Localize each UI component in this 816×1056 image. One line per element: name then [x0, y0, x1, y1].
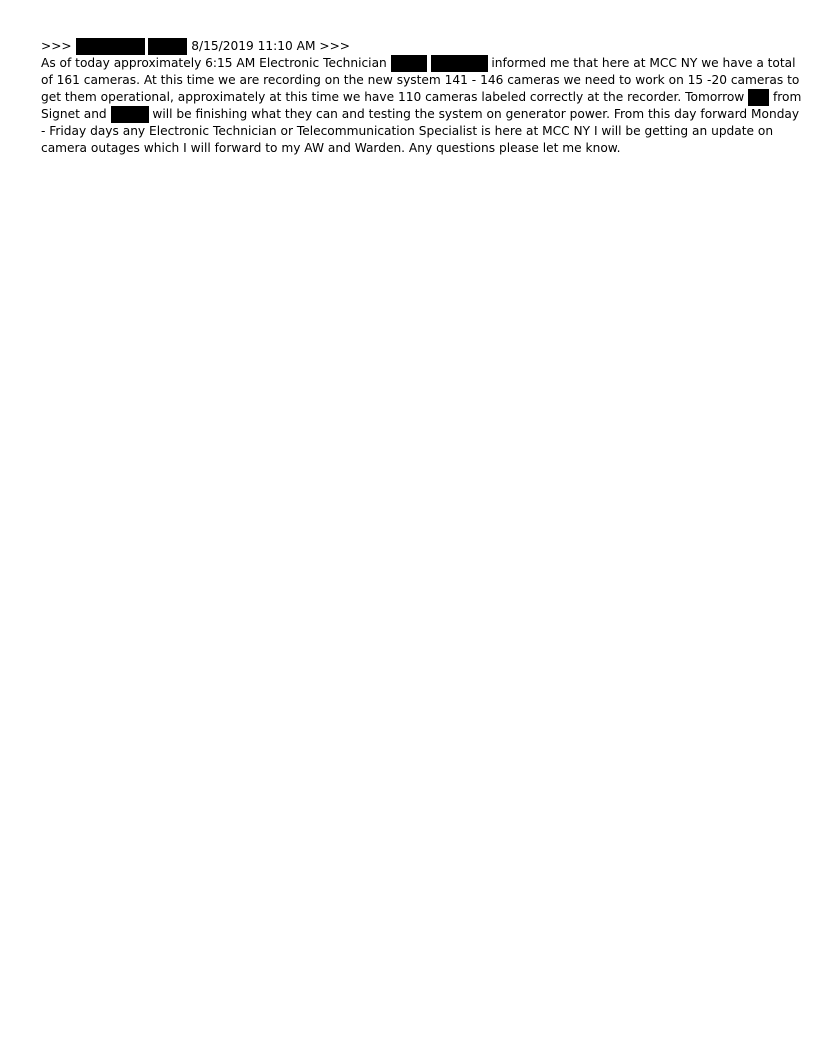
- redacted-contact-name: [748, 89, 769, 106]
- body-text: Signet and: [41, 107, 107, 121]
- body-text: - Friday days any Electronic Technician or Telecommunication Specialist is here at MCC NY I will be getting an update on: [41, 124, 774, 138]
- redacted-sender-id: [148, 38, 187, 55]
- body-text: get them operational, approximately at this time we have 110 cameras labeled correctly at the recorder. Tomorrow: [41, 90, 745, 104]
- redacted-technician-last: [431, 55, 488, 72]
- body-line-5: [41, 123, 776, 140]
- redacted-technician-first: [391, 55, 427, 72]
- body-text: will be finishing what they can and testing the system on generator power. From this day forward Monday: [152, 107, 800, 121]
- body-text: camera outages which I will forward to my AW and Warden. Any questions please let me know.: [41, 141, 621, 155]
- body-line-4: [41, 106, 800, 123]
- email-header: [41, 38, 776, 55]
- body-line-2: [41, 72, 800, 89]
- email-document: [41, 38, 802, 157]
- body-text: informed me that here at MCC NY we have a total: [491, 56, 796, 70]
- body-line-6: [41, 140, 776, 157]
- header-date-time: 8/15/2019 11:10 AM: [191, 39, 316, 53]
- redacted-contact-name-2: [111, 106, 149, 123]
- header-suffix: >>>: [319, 39, 350, 53]
- body-text: from: [773, 90, 802, 104]
- header-prefix: >>>: [41, 39, 72, 53]
- body-line-1: [41, 55, 796, 72]
- body-text: As of today approximately 6:15 AM Electronic Technician: [41, 56, 387, 70]
- redacted-sender-name: [76, 38, 145, 55]
- body-text: of 161 cameras. At this time we are recording on the new system 141 - 146 cameras we need to work on 15 -20 cameras to: [41, 73, 800, 87]
- body-line-3: [41, 89, 802, 106]
